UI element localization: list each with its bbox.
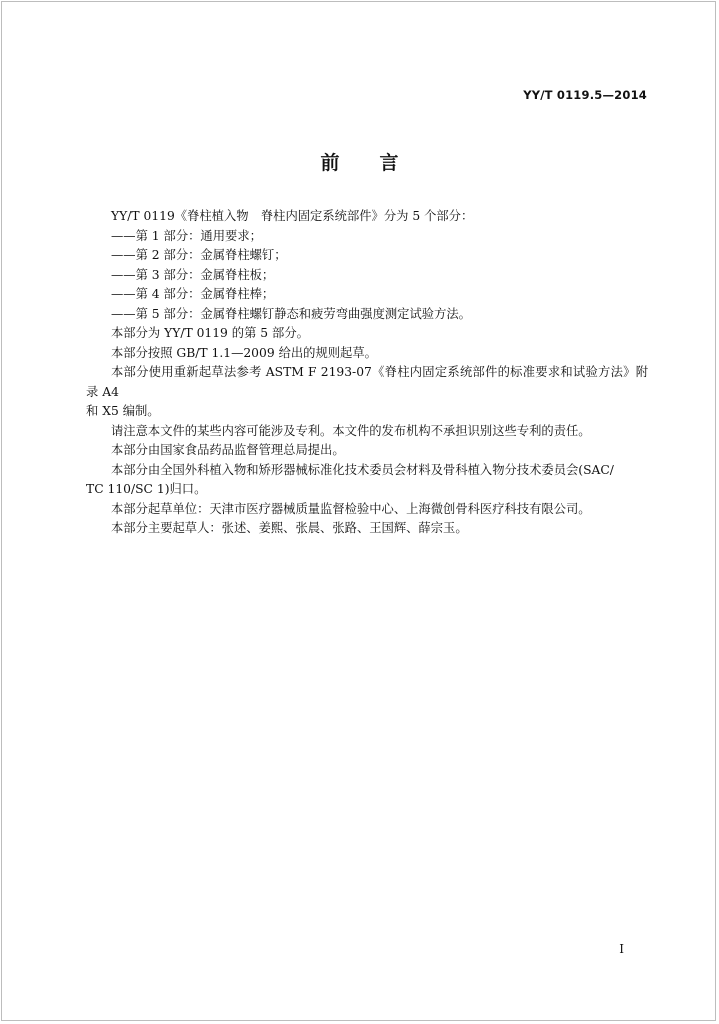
document-code: YY/T 0119.5—2014	[523, 88, 647, 102]
page-title: 前言	[320, 152, 439, 174]
patent-notice: 请注意本文件的某些内容可能涉及专利。本文件的发布机构不承担识别这些专利的责任。	[111, 423, 591, 438]
part-list-item: ——第 2 部分：金属脊柱螺钉；	[111, 248, 287, 262]
proposer-statement: 本部分由国家食品药品监督管理总局提出。	[111, 443, 345, 457]
main-drafters: 本部分主要起草人：张述、姜熙、张晨、张路、王国辉、薛宗玉。	[111, 521, 468, 535]
part-statement: 本部分为 YY/T 0119 的第 5 部分。	[111, 326, 309, 340]
drafting-units: 本部分起草单位：天津市医疗器械质量监督检验中心、上海微创骨科医疗科技有限公司。	[111, 501, 591, 516]
page-number: I	[619, 942, 624, 956]
part-list-item: ——第 4 部分：金属脊柱棒；	[111, 287, 275, 301]
foreword-body	[86, 207, 648, 539]
drafting-rules-statement: 本部分按照 GB/T 1.1—2009 给出的规则起草。	[111, 345, 377, 360]
part-list-item: ——第 1 部分：通用要求；	[111, 228, 262, 243]
reference-statement-line1: 本部分使用重新起草法参考 ASTM F 2193-07《脊柱内固定系统部件的标准要求和试验方法》附录 A4	[86, 365, 648, 399]
committee-statement-line1: 本部分由全国外科植入物和矫形器械标准化技术委员会材料及骨科植入物分技术委员会(SAC/	[111, 462, 614, 477]
part-list-item: ——第 3 部分：金属脊柱板；	[111, 267, 275, 282]
reference-statement-line2: 和 X5 编制。	[86, 404, 160, 418]
intro-paragraph: YY/T 0119《脊柱植入物 脊柱内固定系统部件》分为 5 个部分：	[111, 209, 474, 223]
part-list-item: ——第 5 部分：金属脊柱螺钉静态和疲劳弯曲强度测定试验方法。	[111, 306, 471, 321]
committee-statement-line2: TC 110/SC 1)归口。	[86, 482, 207, 496]
